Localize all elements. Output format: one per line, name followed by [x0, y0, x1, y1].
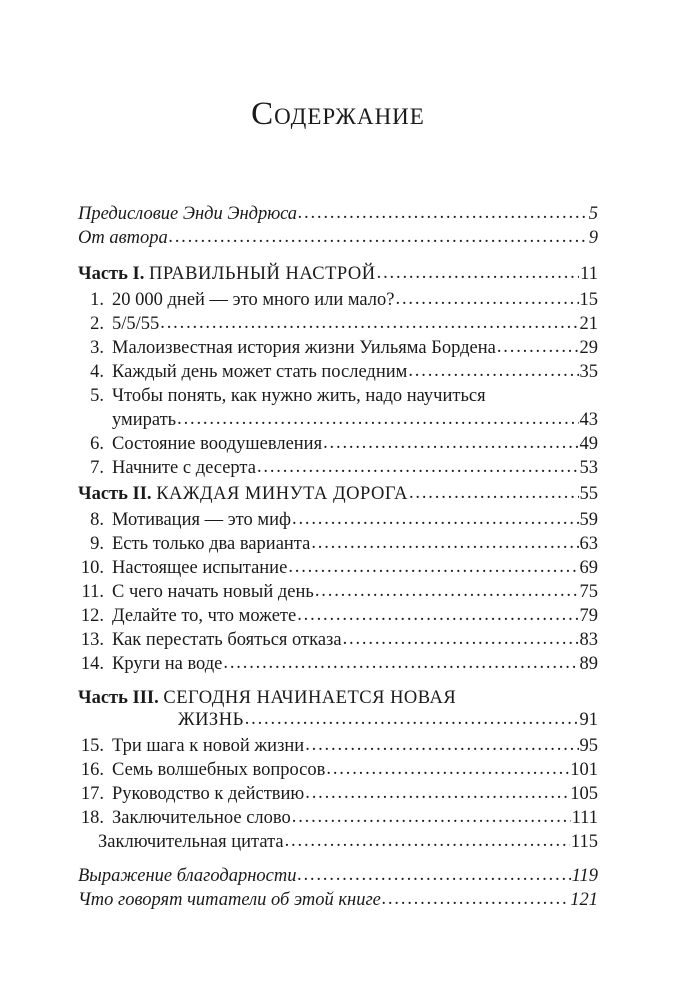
toc-entry-page: 49 — [579, 434, 598, 454]
leader-dots — [305, 733, 578, 757]
toc-entry-closing-quote[interactable] — [98, 830, 598, 854]
toc-chapter[interactable] — [78, 312, 598, 336]
chapter-number: 3. — [90, 338, 104, 358]
toc-entry-page: 75 — [579, 582, 598, 602]
toc-entry-author[interactable] — [78, 226, 598, 250]
leader-dots — [315, 579, 579, 603]
leader-dots — [292, 805, 571, 829]
chapter-title: Состояние воодушевления — [112, 434, 323, 454]
chapter-title: Заключительное слово — [112, 808, 291, 828]
chapter-number: 1. — [90, 290, 104, 310]
toc-entry-page: 53 — [579, 458, 598, 478]
toc-part-heading-continuation[interactable] — [178, 708, 598, 732]
leader-dots — [382, 887, 569, 911]
toc-entry-page: 63 — [579, 534, 598, 554]
chapter-title: 5/5/55 — [112, 314, 160, 334]
toc-entry-page: 79 — [579, 606, 598, 626]
chapter-number: 18. — [80, 808, 104, 828]
chapter-number: 8. — [90, 510, 104, 530]
toc-chapter[interactable] — [78, 456, 598, 480]
toc-entry-page: 43 — [579, 410, 598, 430]
part-title: ПРАВИЛЬНЫЙ НАСТРОЙ — [148, 264, 376, 284]
chapter-number: 16. — [80, 760, 104, 780]
toc-entry-page: 111 — [571, 808, 598, 828]
chapter-number: 17. — [80, 784, 104, 804]
toc-entry-page: 9 — [588, 228, 598, 248]
part-number: Часть I. — [78, 264, 145, 284]
toc-entry-page: 21 — [579, 314, 598, 334]
chapter-number: 5. — [90, 386, 104, 406]
chapter-number: 12. — [80, 606, 104, 626]
toc-entry-page: 69 — [579, 558, 598, 578]
toc-chapter[interactable] — [78, 508, 598, 532]
page-title: Содержание — [251, 96, 425, 132]
chapter-title: Каждый день может стать последним — [112, 362, 408, 382]
chapter-title: Начните с десерта — [112, 458, 256, 478]
chapter-number: 4. — [90, 362, 104, 382]
toc-entry-page: 115 — [570, 832, 598, 852]
chapter-title: Семь волшебных вопросов — [112, 760, 326, 780]
toc-entry-page: 5 — [588, 204, 598, 224]
chapter-title: Чтобы понять, как нужно жить, надо научиться — [112, 386, 486, 406]
leader-dots — [223, 651, 578, 675]
chapter-title: С чего начать новый день — [112, 582, 314, 602]
toc-entry-page: 29 — [579, 338, 598, 358]
toc-entry-page: 101 — [570, 760, 598, 780]
chapter-number: 6. — [90, 434, 104, 454]
chapter-number: 15. — [80, 736, 104, 756]
leader-dots — [326, 757, 569, 781]
toc-part-heading[interactable] — [78, 482, 598, 506]
leader-dots — [305, 781, 569, 805]
leader-dots — [409, 481, 579, 505]
chapter-title: Мотивация — это миф — [112, 510, 291, 530]
toc-chapter[interactable] — [78, 604, 598, 628]
toc-chapter[interactable] — [78, 580, 598, 604]
toc-entry-page: 91 — [579, 710, 598, 730]
toc-entry-page: 59 — [579, 510, 598, 530]
toc-chapter[interactable] — [78, 360, 598, 384]
leader-dots — [160, 311, 578, 335]
toc-chapter[interactable] — [78, 556, 598, 580]
leader-dots — [257, 455, 579, 479]
toc-entry-acknowledgements[interactable] — [78, 864, 598, 888]
chapter-number: 9. — [90, 534, 104, 554]
leader-dots — [323, 431, 578, 455]
part-number: Часть III. — [78, 688, 159, 708]
chapter-number: 14. — [80, 654, 104, 674]
part-title: СЕГОДНЯ НАЧИНАЕТСЯ НОВАЯ — [163, 688, 457, 708]
toc-chapter[interactable] — [78, 336, 598, 360]
chapter-title: 20 000 дней — это много или мало? — [112, 290, 395, 310]
chapter-number: 11. — [81, 582, 104, 602]
toc-chapter[interactable] — [78, 532, 598, 556]
chapter-title: Есть только два варианта — [112, 534, 311, 554]
toc-entry-foreword[interactable] — [78, 202, 598, 226]
leader-dots — [377, 261, 580, 285]
part-title-continuation: ЖИЗНЬ — [178, 710, 244, 730]
leader-dots — [396, 287, 579, 311]
toc-chapter[interactable] — [78, 758, 598, 782]
chapter-title: Руководство к действию — [112, 784, 305, 804]
toc-chapter[interactable] — [78, 806, 598, 830]
leader-dots — [288, 555, 578, 579]
toc-entry-label: Предисловие Энди Эндрюса — [78, 204, 298, 224]
part-number: Часть II. — [78, 484, 152, 504]
leader-dots — [343, 627, 579, 651]
chapter-number: 7. — [90, 458, 104, 478]
leader-dots — [292, 507, 579, 531]
chapter-title: Три шага к новой жизни — [112, 736, 305, 756]
part-title: КАЖДАЯ МИНУТА ДОРОГА — [156, 484, 408, 504]
toc-entry-page: 11 — [580, 264, 598, 284]
toc-entry-page: 55 — [579, 484, 598, 504]
toc-entry-page: 95 — [579, 736, 598, 756]
toc-entry-page: 105 — [570, 784, 598, 804]
toc-chapter[interactable] — [78, 384, 598, 408]
leader-dots — [169, 225, 588, 249]
toc-chapter[interactable] — [78, 628, 598, 652]
toc-chapter-continuation[interactable] — [112, 408, 598, 432]
chapter-number: 13. — [80, 630, 104, 650]
chapter-number: 2. — [90, 314, 104, 334]
toc-part-heading[interactable] — [78, 262, 598, 286]
toc-entry-page: 121 — [570, 890, 598, 910]
toc-entry-reader-reviews[interactable] — [78, 888, 598, 912]
toc-chapter[interactable] — [78, 734, 598, 758]
leader-dots — [177, 407, 578, 431]
toc-entry-label: Заключительная цитата — [98, 832, 284, 852]
leader-dots — [298, 201, 588, 225]
toc-chapter[interactable] — [78, 432, 598, 456]
toc-chapter[interactable] — [78, 782, 598, 806]
leader-dots — [298, 863, 571, 887]
chapter-title: Делайте то, что можете — [112, 606, 297, 626]
toc-entry-label: От автора — [78, 228, 168, 248]
leader-dots — [408, 359, 578, 383]
toc-entry-label: Выражение благодарности — [78, 866, 297, 886]
leader-dots — [311, 531, 578, 555]
leader-dots — [285, 829, 570, 853]
toc-entry-label: Что говорят читатели об этой книге — [78, 890, 381, 910]
chapter-title-continuation: умирать — [112, 410, 177, 430]
chapter-number: 10. — [80, 558, 104, 578]
chapter-title: Круги на воде — [112, 654, 223, 674]
toc-entry-page: 89 — [579, 654, 598, 674]
toc-entry-page: 35 — [579, 362, 598, 382]
toc-entry-page: 119 — [571, 866, 598, 886]
leader-dots — [245, 707, 579, 731]
chapter-title: Малоизвестная история жизни Уильяма Бордена — [112, 338, 496, 358]
toc-entry-page: 83 — [579, 630, 598, 650]
toc-chapter[interactable] — [78, 288, 598, 312]
chapter-title: Настоящее испытание — [112, 558, 288, 578]
leader-dots — [497, 335, 579, 359]
toc-entry-page: 15 — [579, 290, 598, 310]
leader-dots — [297, 603, 578, 627]
chapter-title: Как перестать бояться отказа — [112, 630, 342, 650]
toc-chapter[interactable] — [78, 652, 598, 676]
